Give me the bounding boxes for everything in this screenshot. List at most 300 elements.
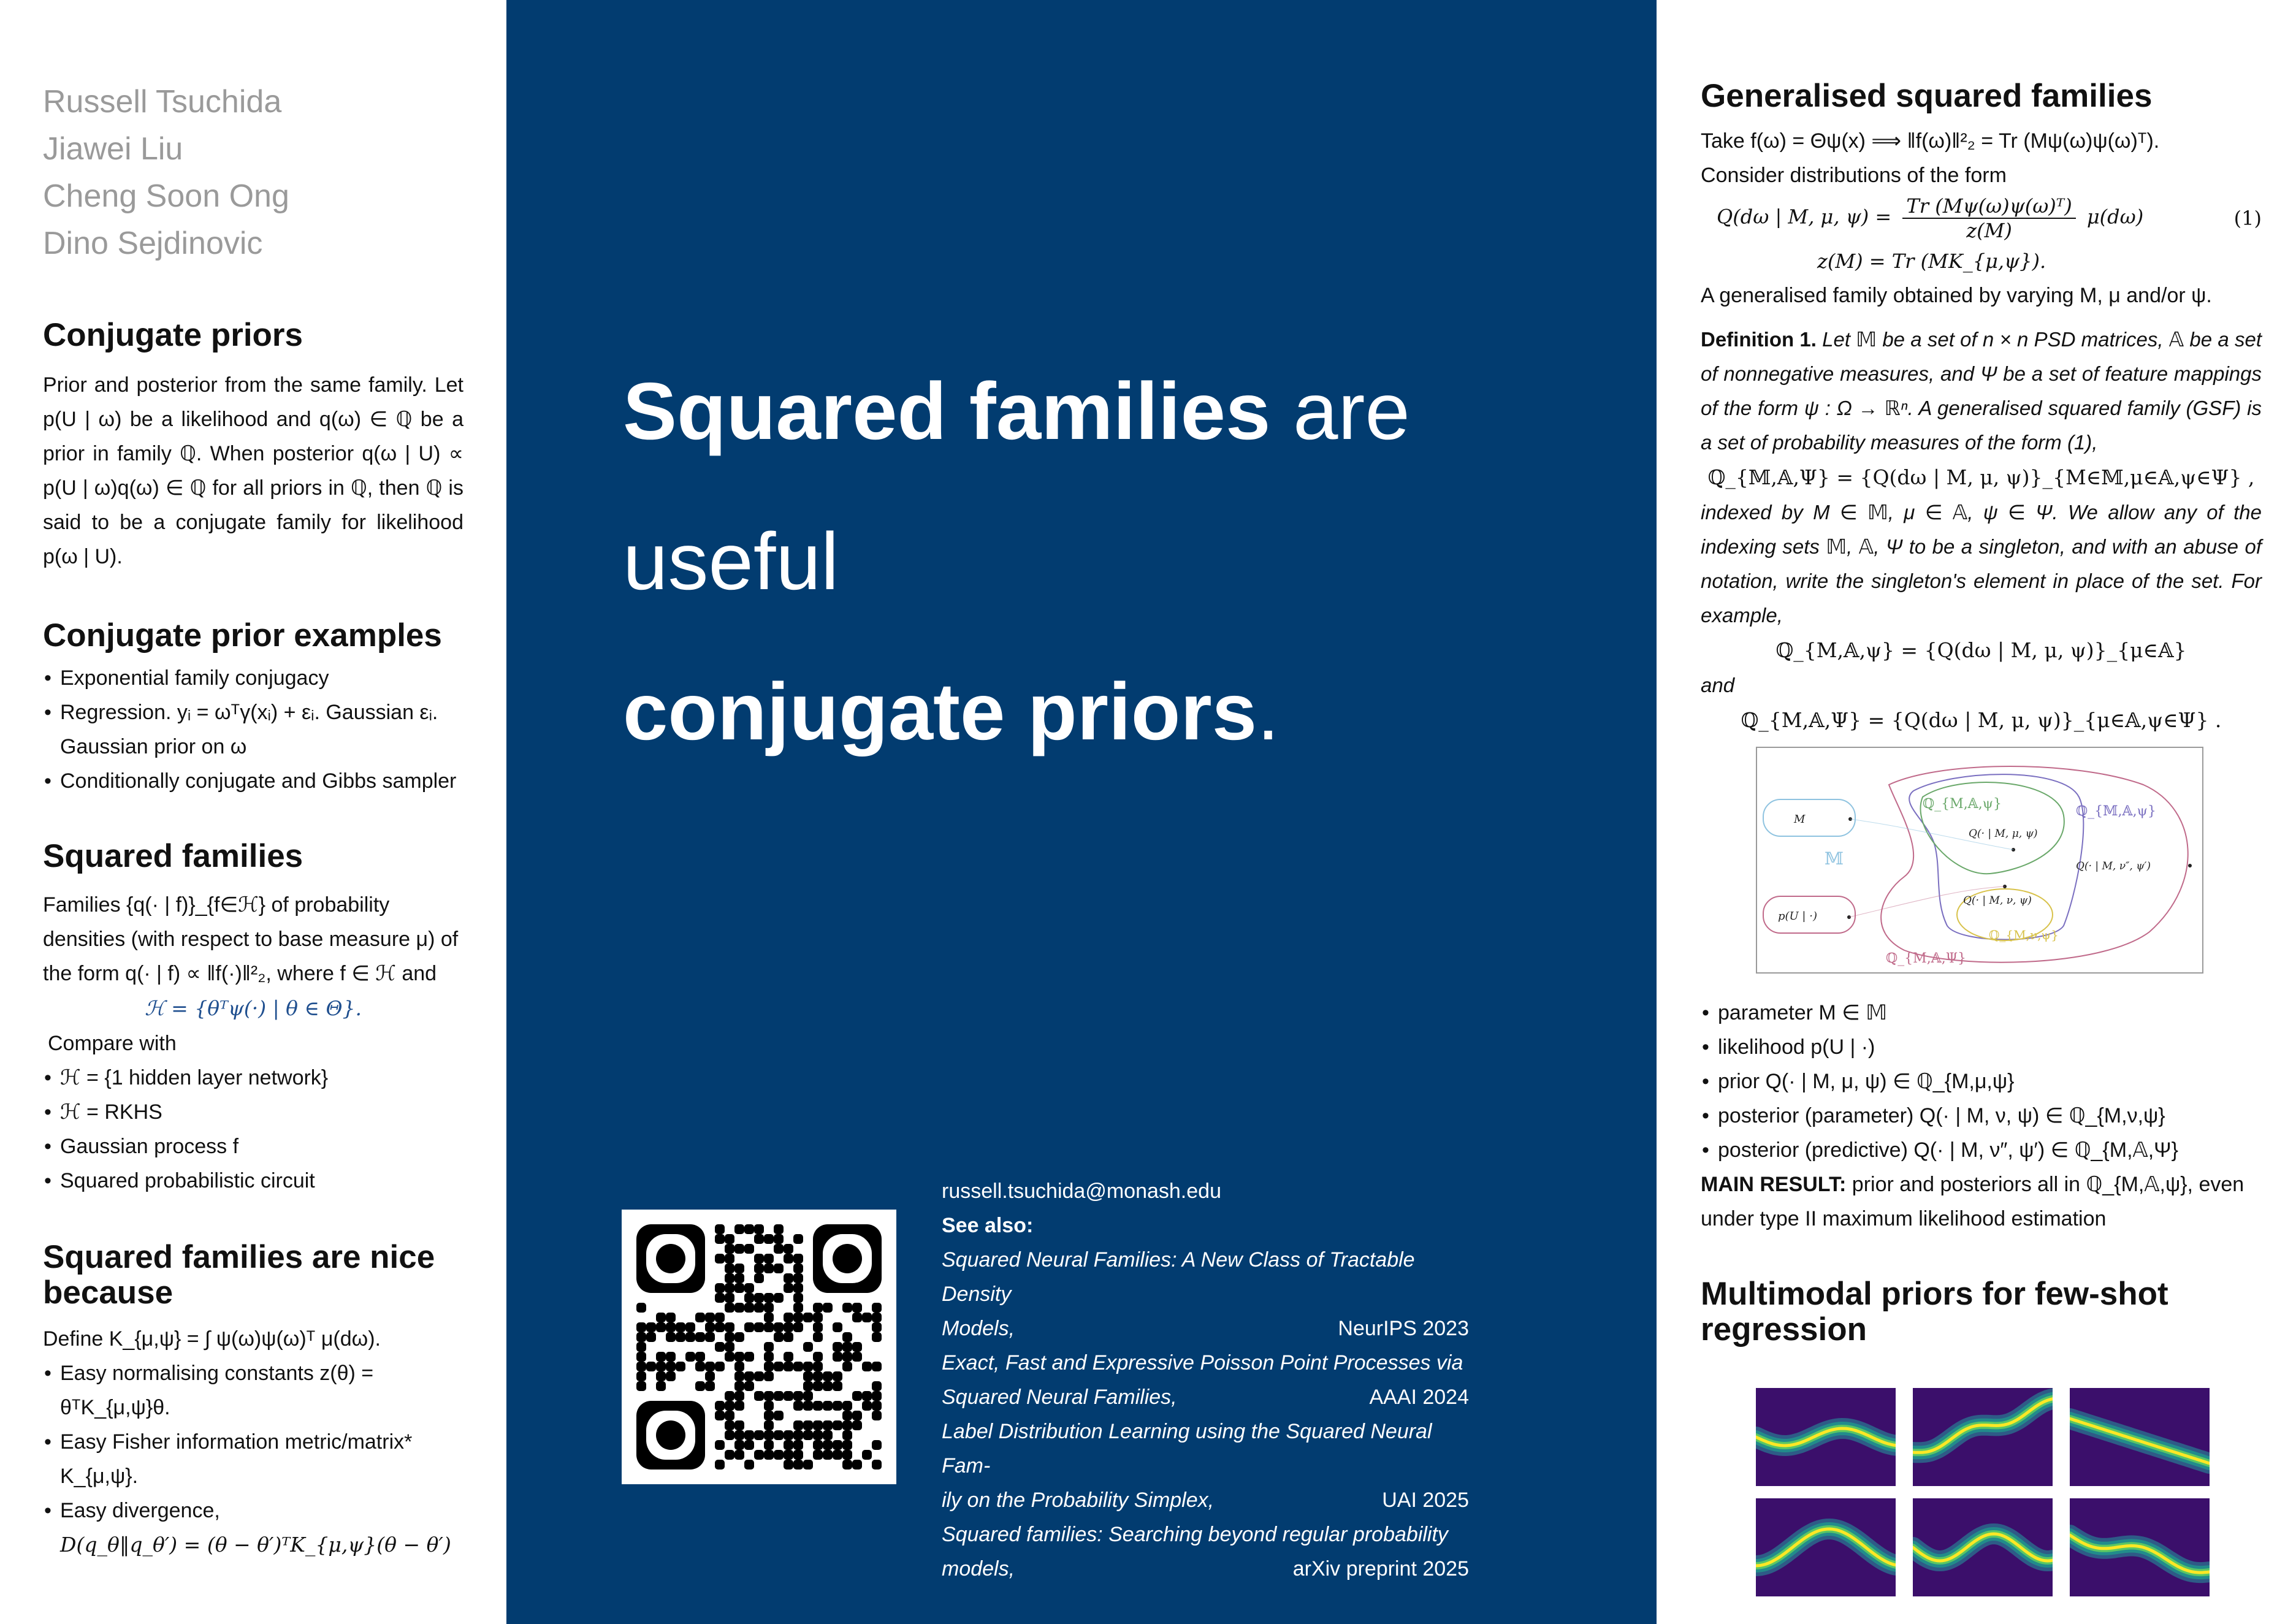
qr-finder	[656, 1244, 685, 1273]
qr-module	[734, 1371, 744, 1381]
qr-module	[833, 1450, 842, 1460]
qr-module	[842, 1430, 852, 1440]
qr-module	[725, 1303, 734, 1313]
list-item: • parameter M ∈ 𝕄	[1701, 996, 2262, 1030]
reference-title-cont: ily on the Probability Simplex,	[942, 1489, 1215, 1512]
headline-period: .	[1257, 666, 1280, 757]
qr-module	[744, 1293, 754, 1303]
qr-module	[764, 1303, 774, 1313]
qr-module	[823, 1371, 833, 1381]
qr-module	[676, 1362, 685, 1371]
qr-module	[823, 1450, 833, 1460]
qr-module	[764, 1362, 774, 1371]
eq-rhs: μ(dω)	[2086, 205, 2144, 229]
qr-module	[784, 1460, 793, 1470]
qr-module	[764, 1371, 774, 1381]
qr-module	[744, 1430, 754, 1440]
conjugate-priors-text: Prior and posterior from the same family. Let p(U | ω) be a likelihood and q(ω) ∈ ℚ be a prior in family ℚ. When posterior q(ω | U) ∝ p(U | ω)q(ω) ∈ ℚ for all priors in ℚ, then ℚ is said to be a conjugate family for likelihood p(ω | U).	[43, 373, 463, 568]
qr-module	[803, 1430, 813, 1440]
define-k-text: Define K_{μ,ψ} = ∫ ψ(ω)ψ(ω)ᵀ μ(dω).	[43, 1327, 381, 1351]
qr-module	[725, 1411, 734, 1420]
qr-module	[666, 1362, 676, 1371]
qr-module	[754, 1391, 764, 1401]
qr-module	[833, 1440, 842, 1450]
qr-module	[813, 1381, 823, 1391]
qr-module	[695, 1381, 705, 1391]
reference-title: Label Distribution Learning using the Squared Neural Fam-	[942, 1420, 1432, 1477]
qr-module	[793, 1460, 803, 1470]
list-item: • Easy Fisher information metric/matrix* K_{μ,ψ}.	[43, 1425, 463, 1493]
qr-module	[715, 1234, 725, 1244]
list-item: • prior Q(· | M, μ, ψ) ∈ ℚ_{M,μ,ψ}	[1701, 1064, 2262, 1099]
prior-point-label: Q(· | M, μ, ψ)	[1969, 828, 2038, 840]
qr-module	[774, 1332, 784, 1342]
eq-label: (1)	[2233, 207, 2262, 230]
list-item: • Exponential family conjugacy	[43, 661, 463, 695]
qr-module	[813, 1313, 823, 1322]
section-title-conjugate-examples: Conjugate prior examples	[43, 617, 442, 654]
qr-module	[764, 1234, 774, 1244]
qr-module	[784, 1391, 793, 1401]
qr-module	[646, 1322, 656, 1332]
squared-families-text: Families {q(· | f)}_{f∈ℋ} of probability densities (with respect to base measure μ) of the form q(· | f) ∝ ‖f(·)‖²₂, where f ∈ ℋ and	[43, 893, 459, 985]
posterior-point-label: Q(· | M, ν, ψ)	[1963, 894, 2032, 907]
qr-module	[636, 1342, 646, 1352]
qr-module	[784, 1450, 793, 1460]
qr-module	[852, 1411, 862, 1420]
qr-module	[784, 1362, 793, 1371]
qr-module	[656, 1352, 666, 1362]
eq-normaliser: z(M) = Tr (MK_{μ,ψ}).	[1817, 250, 2046, 273]
qr-module	[725, 1391, 734, 1401]
definition-equation-2: ℚ_{M,𝔸,ψ} = {Q(dω | M, μ, ψ)}_{μ∈𝔸}	[1775, 638, 2187, 662]
qr-module	[803, 1391, 813, 1401]
qr-module	[793, 1303, 803, 1313]
main-result	[1701, 1167, 2262, 1236]
qr-module	[842, 1401, 852, 1411]
qr-module	[744, 1303, 754, 1313]
qr-module	[774, 1322, 784, 1332]
qr-module	[744, 1244, 754, 1254]
author-list	[43, 78, 463, 267]
qr-module	[666, 1322, 676, 1332]
reference-venue: AAAI 2024	[1369, 1386, 1469, 1409]
qr-module	[744, 1371, 754, 1381]
headline-bold-2: conjugate priors	[623, 666, 1257, 757]
qr-module	[725, 1254, 734, 1264]
qr-module	[862, 1362, 872, 1371]
definition-equation-1: ℚ_{𝕄,𝔸,Ψ} = {Q(dω | M, μ, ψ)}_{M∈𝕄,μ∈𝔸,ψ∈Ψ} ,	[1707, 465, 2255, 489]
qr-module	[793, 1234, 803, 1244]
qr-module	[842, 1440, 852, 1450]
qr-module	[754, 1450, 764, 1460]
qr-module	[636, 1303, 646, 1313]
qr-module	[764, 1420, 774, 1430]
qr-module	[803, 1313, 813, 1322]
qr-module	[813, 1440, 823, 1450]
regression-plot	[1756, 1388, 1896, 1486]
qr-module	[793, 1254, 803, 1264]
qr-module	[793, 1450, 803, 1460]
qr-module	[803, 1401, 813, 1411]
qr-module	[636, 1371, 646, 1381]
definition-label: Definition 1.	[1701, 328, 1817, 351]
qr-module	[646, 1362, 656, 1371]
qr-module	[823, 1420, 833, 1430]
qr-module	[725, 1401, 734, 1411]
qr-module	[676, 1332, 685, 1342]
qr-module	[862, 1391, 872, 1401]
qr-module	[754, 1371, 764, 1381]
qr-module	[715, 1293, 725, 1303]
author: Cheng Soon Ong	[43, 178, 289, 214]
qr-module	[842, 1460, 852, 1470]
qr-module	[793, 1322, 803, 1332]
qr-module	[784, 1332, 793, 1342]
qr-module	[833, 1401, 842, 1411]
qr-module	[823, 1430, 833, 1440]
qr-module	[754, 1293, 764, 1303]
qr-module	[833, 1342, 842, 1352]
qr-module	[754, 1322, 764, 1332]
qr-module	[754, 1430, 764, 1440]
qr-module	[793, 1362, 803, 1371]
qr-module	[764, 1450, 774, 1460]
qr-module	[862, 1450, 872, 1460]
set-Q-M-nu-psi-label: ℚ_{M,ν,ψ}	[1989, 928, 2059, 942]
qr-module	[646, 1332, 656, 1342]
qr-module	[813, 1420, 823, 1430]
qr-module	[744, 1224, 754, 1234]
qr-module	[872, 1440, 882, 1450]
qr-module	[764, 1293, 774, 1303]
qr-module	[666, 1313, 676, 1322]
qr-module	[695, 1332, 705, 1342]
qr-module	[705, 1332, 715, 1342]
qr-finder	[656, 1420, 685, 1450]
list-item: • ℋ = {1 hidden layer network}	[43, 1061, 463, 1095]
qr-module	[725, 1264, 734, 1273]
author: Dino Sejdinovic	[43, 226, 263, 261]
list-item: • Easy divergence,	[43, 1493, 463, 1528]
qr-module	[813, 1303, 823, 1313]
qr-module	[793, 1273, 803, 1283]
headline-bold-1: Squared families	[623, 366, 1271, 456]
reference-title: Squared Neural Families: A New Class of Tractable Density	[942, 1248, 1415, 1306]
qr-module	[852, 1391, 862, 1401]
qr-module	[793, 1401, 803, 1411]
qr-module	[872, 1332, 882, 1342]
predictive-point	[2188, 864, 2192, 867]
eq-denominator: z(M)	[1966, 219, 2012, 242]
qr-module	[705, 1371, 715, 1381]
list-item: • posterior (parameter) Q(· | M, ν, ψ) ∈ ℚ_{M,ν,ψ}	[1701, 1099, 2262, 1133]
reference-item[interactable]	[942, 1243, 1469, 1346]
qr-module	[744, 1283, 754, 1293]
qr-module	[872, 1362, 882, 1371]
qr-module	[744, 1381, 754, 1391]
reference-venue: UAI 2025	[1382, 1489, 1469, 1512]
reference-item[interactable]	[942, 1346, 1469, 1414]
qr-module	[813, 1450, 823, 1460]
qr-module	[872, 1411, 882, 1420]
qr-module	[823, 1303, 833, 1313]
qr-module	[872, 1381, 882, 1391]
set-Q-bbM-A-psi-label: ℚ_{𝕄,𝔸,ψ}	[2076, 804, 2156, 819]
qr-module	[734, 1224, 744, 1234]
qr-module	[823, 1440, 833, 1450]
qr-module	[813, 1332, 823, 1342]
regression-plot	[2070, 1498, 2210, 1596]
set-diagram	[1756, 747, 2203, 974]
regression-plot	[1913, 1388, 2053, 1486]
qr-module	[842, 1362, 852, 1371]
qr-module	[862, 1401, 872, 1411]
list-item: • Conditionally conjugate and Gibbs sampler	[43, 764, 463, 798]
qr-module	[784, 1254, 793, 1264]
qr-module	[872, 1401, 882, 1411]
qr-module	[852, 1420, 862, 1430]
qr-module	[734, 1283, 744, 1293]
qr-module	[666, 1332, 676, 1342]
left-column	[0, 0, 506, 1624]
email-link[interactable]: russell.tsuchida@monash.edu	[942, 1180, 1221, 1203]
qr-module	[813, 1430, 823, 1440]
qr-module	[666, 1371, 676, 1381]
qr-module	[833, 1352, 842, 1362]
regression-plot-grid	[1756, 1388, 2262, 1596]
qr-module	[734, 1352, 744, 1362]
summary-list	[1701, 996, 2262, 1167]
section-title-squared-families: Squared families	[43, 838, 303, 874]
reference-title: Exact, Fast and Expressive Poisson Point Processes via	[942, 1351, 1463, 1374]
qr-module	[636, 1362, 646, 1371]
qr-module	[784, 1352, 793, 1362]
author: Jiawei Liu	[43, 131, 183, 167]
qr-module	[734, 1264, 744, 1273]
gsf-take-text: Take f(ω) = Θψ(x) ⟹ ‖f(ω)‖²₂ = Tr (Mψ(ω)ψ(ω)ᵀ).	[1701, 129, 2160, 153]
point-M-label: M	[1794, 813, 1806, 826]
definition-block	[1701, 322, 2262, 460]
gsf-equation-1	[1701, 193, 2262, 244]
qr-module	[715, 1342, 725, 1352]
list-item: • ℋ = RKHS	[43, 1095, 463, 1129]
qr-module	[744, 1322, 754, 1332]
gsf-generalised-text: A generalised family obtained by varying M, μ and/or ψ.	[1701, 284, 2212, 307]
qr-module	[774, 1264, 784, 1273]
qr-module	[734, 1244, 744, 1254]
list-item: • Easy normalising constants z(θ) = θᵀK_{μ,ψ}θ.	[43, 1356, 463, 1425]
qr-module	[842, 1303, 852, 1313]
qr-module	[685, 1322, 695, 1332]
qr-module	[636, 1381, 646, 1391]
qr-module	[656, 1371, 666, 1381]
qr-module	[715, 1411, 725, 1420]
qr-module	[754, 1264, 764, 1273]
regression-plot	[2070, 1388, 2210, 1486]
qr-module	[784, 1322, 793, 1332]
reference-venue: arXiv preprint 2025	[1292, 1557, 1469, 1580]
qr-module	[715, 1362, 725, 1371]
qr-module	[774, 1430, 784, 1440]
qr-module	[715, 1283, 725, 1293]
qr-module	[803, 1420, 813, 1430]
qr-module	[793, 1391, 803, 1401]
nice-list	[43, 1356, 463, 1528]
qr-module	[872, 1391, 882, 1401]
qr-code[interactable]	[622, 1210, 896, 1484]
qr-module	[793, 1430, 803, 1440]
qr-module	[764, 1411, 774, 1420]
list-item: • Regression. yᵢ = ωᵀγ(xᵢ) + εᵢ. Gaussian εᵢ. Gaussian prior on ω	[43, 695, 463, 764]
set-M-blob	[1763, 799, 1855, 836]
reference-item[interactable]	[942, 1517, 1469, 1586]
qr-module	[803, 1362, 813, 1371]
qr-module	[803, 1381, 813, 1391]
qr-module	[774, 1244, 784, 1254]
eq-lhs: Q(dω | M, μ, ψ) =	[1717, 205, 1892, 229]
eq-numerator: Tr (Mψ(ω)ψ(ω)ᵀ)	[1902, 194, 2075, 219]
qr-module	[793, 1264, 803, 1273]
qr-module	[774, 1391, 784, 1401]
gsf-equation-2	[1701, 244, 2262, 278]
list-item: • posterior (predictive) Q(· | M, ν″, ψ′) ∈ ℚ_{M,𝔸,Ψ}	[1701, 1133, 2262, 1167]
qr-module	[784, 1430, 793, 1440]
hypothesis-space-equation: ℋ = {θᵀψ(·) | θ ∈ Θ}.	[145, 996, 362, 1020]
section-title-nice-because: Squared families are nice because	[43, 1239, 435, 1311]
qr-module	[754, 1273, 764, 1283]
qr-module	[852, 1303, 862, 1313]
qr-module	[656, 1313, 666, 1322]
set-Q-M-A-Psi-label: ℚ_{M,𝔸,Ψ}	[1886, 951, 1967, 966]
reference-title-cont: models,	[942, 1557, 1015, 1580]
qr-module	[842, 1411, 852, 1420]
eq-fraction	[1902, 194, 2075, 242]
reference-venue: NeurIPS 2023	[1338, 1317, 1469, 1340]
qr-module	[725, 1332, 734, 1342]
qr-module	[823, 1401, 833, 1411]
qr-module	[842, 1332, 852, 1342]
qr-module	[764, 1254, 774, 1264]
list-item: • likelihood p(U | ·)	[1701, 1030, 2262, 1064]
qr-module	[784, 1244, 793, 1254]
qr-module	[764, 1430, 774, 1440]
headline-normal: are useful	[623, 366, 1410, 606]
section-title-conjugate-priors: Conjugate priors	[43, 317, 303, 353]
qr-module	[725, 1273, 734, 1283]
section-title-multimodal: Multimodal priors for few-shot regression	[1701, 1276, 2168, 1348]
qr-module	[784, 1313, 793, 1322]
center-panel	[506, 0, 1657, 1624]
qr-module	[725, 1293, 734, 1303]
qr-module	[705, 1322, 715, 1332]
qr-module	[754, 1224, 764, 1234]
qr-module	[705, 1362, 715, 1371]
definition-equation-3: ℚ_{M,𝔸,Ψ} = {Q(dω | M, μ, ψ)}_{μ∈𝔸,ψ∈Ψ} .	[1741, 708, 2222, 732]
author: Russell Tsuchida	[43, 84, 282, 120]
qr-module	[793, 1293, 803, 1303]
qr-module	[744, 1440, 754, 1450]
qr-module	[734, 1450, 744, 1460]
qr-module	[833, 1420, 842, 1430]
qr-module	[636, 1332, 646, 1342]
qr-module	[656, 1362, 666, 1371]
qr-module	[793, 1440, 803, 1450]
qr-module	[715, 1401, 725, 1411]
qr-module	[803, 1342, 813, 1352]
qr-module	[764, 1342, 774, 1352]
qr-module	[842, 1342, 852, 1352]
definition-and: and	[1701, 674, 1735, 696]
qr-module	[793, 1420, 803, 1430]
qr-module	[793, 1313, 803, 1322]
qr-module	[784, 1283, 793, 1293]
predictive-point-label: Q(· | M, ν″, ψ′)	[2076, 860, 2151, 872]
qr-module	[715, 1254, 725, 1264]
qr-module	[656, 1381, 666, 1391]
qr-module	[764, 1264, 774, 1273]
qr-module	[774, 1224, 784, 1234]
qr-module	[734, 1381, 744, 1391]
main-result-text: prior and posteriors all in ℚ_{M,𝔸,ψ}, even under type II maximum likelihood estimation	[1701, 1173, 2245, 1230]
definition-text: Let 𝕄 be a set of n × n PSD matrices, 𝔸 be a set of nonnegative measures, and Ψ be a set of feature mappings of the form ψ : Ω → ℝⁿ. A generalised squared family (GSF) is a set of probability measures of the form (1),	[1701, 328, 2262, 454]
qr-module	[813, 1362, 823, 1371]
qr-module	[872, 1460, 882, 1470]
qr-module	[734, 1332, 744, 1342]
qr-module	[774, 1293, 784, 1303]
reference-item[interactable]	[942, 1414, 1469, 1517]
qr-module	[715, 1313, 725, 1322]
set-Q-M-A-psi-label: ℚ_{M,𝔸,ψ}	[1923, 796, 2002, 812]
qr-module	[764, 1352, 774, 1362]
qr-module	[695, 1362, 705, 1371]
qr-module	[695, 1352, 705, 1362]
qr-module	[715, 1322, 725, 1332]
qr-module	[754, 1234, 764, 1244]
qr-module	[734, 1362, 744, 1371]
qr-module	[774, 1234, 784, 1244]
set-diagram-graphic	[1757, 748, 2202, 972]
qr-module	[764, 1401, 774, 1411]
qr-module	[666, 1352, 676, 1362]
qr-module	[725, 1244, 734, 1254]
reference-title-cont: Models,	[942, 1317, 1015, 1340]
qr-module	[725, 1352, 734, 1362]
qr-module	[764, 1322, 774, 1332]
qr-module	[833, 1381, 842, 1391]
qr-module	[833, 1371, 842, 1381]
qr-module	[725, 1430, 734, 1440]
qr-code-graphic	[622, 1210, 896, 1484]
compare-list	[43, 1061, 463, 1198]
gsf-consider-text: Consider distributions of the form	[1701, 164, 2007, 187]
qr-module	[725, 1283, 734, 1293]
qr-module	[842, 1450, 852, 1460]
conjugate-examples-list	[43, 661, 463, 798]
qr-module	[656, 1322, 666, 1332]
qr-module	[744, 1460, 754, 1470]
qr-module	[695, 1313, 705, 1322]
main-result-label: MAIN RESULT:	[1701, 1173, 1847, 1196]
qr-module	[784, 1440, 793, 1450]
qr-module	[852, 1460, 862, 1470]
qr-module	[725, 1420, 734, 1430]
qr-module	[813, 1322, 823, 1332]
qr-module	[705, 1381, 715, 1391]
list-item: • Squared probabilistic circuit	[43, 1164, 463, 1198]
qr-module	[764, 1440, 774, 1450]
qr-module	[725, 1322, 734, 1332]
